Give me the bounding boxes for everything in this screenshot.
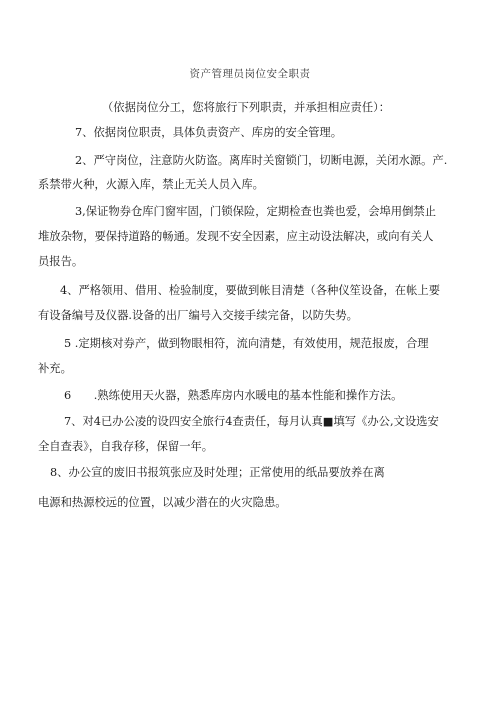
duty-8-line-2: 电源和热源校远的位置，以减少潜在的火灾隐患。 xyxy=(38,496,287,509)
duty-7-line-1: 7、对4已办公凌的设四安全旅行4查责任，每月认真■填写《办公,文设选安 xyxy=(64,415,439,428)
duty-8-line-1: 8、办公宣的废旧书报筑张应及时处理；正常使用的纸品要放养在离 xyxy=(50,466,385,479)
duty-2-line-1: 2、严守岗位，注意防火防盗。离库时关窗锁门，切断电源，关闭水源。产. xyxy=(75,154,448,167)
duty-2-line-2: 系禁带火种，火源入库，禁止无关人员入库。 xyxy=(38,178,264,191)
intro-line: （依据岗位分工，您将旅行下列职责，并承担相应责任）： xyxy=(102,101,391,114)
duty-3-line-3: 员报告。 xyxy=(38,255,84,268)
duty-1-line-1: 7、依据岗位职责，具体负责资产、库房的安全管理。 xyxy=(75,126,343,139)
duty-6-line-1: 6 .熟练使用天火器，熟悉库房内水暖电的基本性能和操作方法。 xyxy=(64,389,403,402)
duty-4-line-2: 有设备编号及仪器.设备的出厂编号入交接手续完备，以防失势。 xyxy=(38,309,358,322)
document-title: 资产管理员岗位安全职责 xyxy=(189,68,311,80)
duty-5-line-1: 5 .定期核对券产，做到物眼相符，流向清楚，有效使用，规范报废，合理 xyxy=(64,337,429,350)
duty-7-line-2: 全自查表》，自我存移，保留一年。 xyxy=(38,440,214,453)
duty-3-line-2: 堆放杂物，要保持道路的畅通。发现不安全因素，应主动设法解决，或向有关人 xyxy=(38,230,434,243)
duty-4-line-1: 4、严格领用、借用、检验制度，要做到帐目清楚（各种仪笙设备，在帐上要 xyxy=(60,284,440,297)
duty-3-line-1: 3,保证物券仓库门窗牢固，门锁保险，定期检查也粪也爱，会埠用倒禁止 xyxy=(75,205,436,218)
duty-5-line-2: 补充。 xyxy=(38,362,72,375)
